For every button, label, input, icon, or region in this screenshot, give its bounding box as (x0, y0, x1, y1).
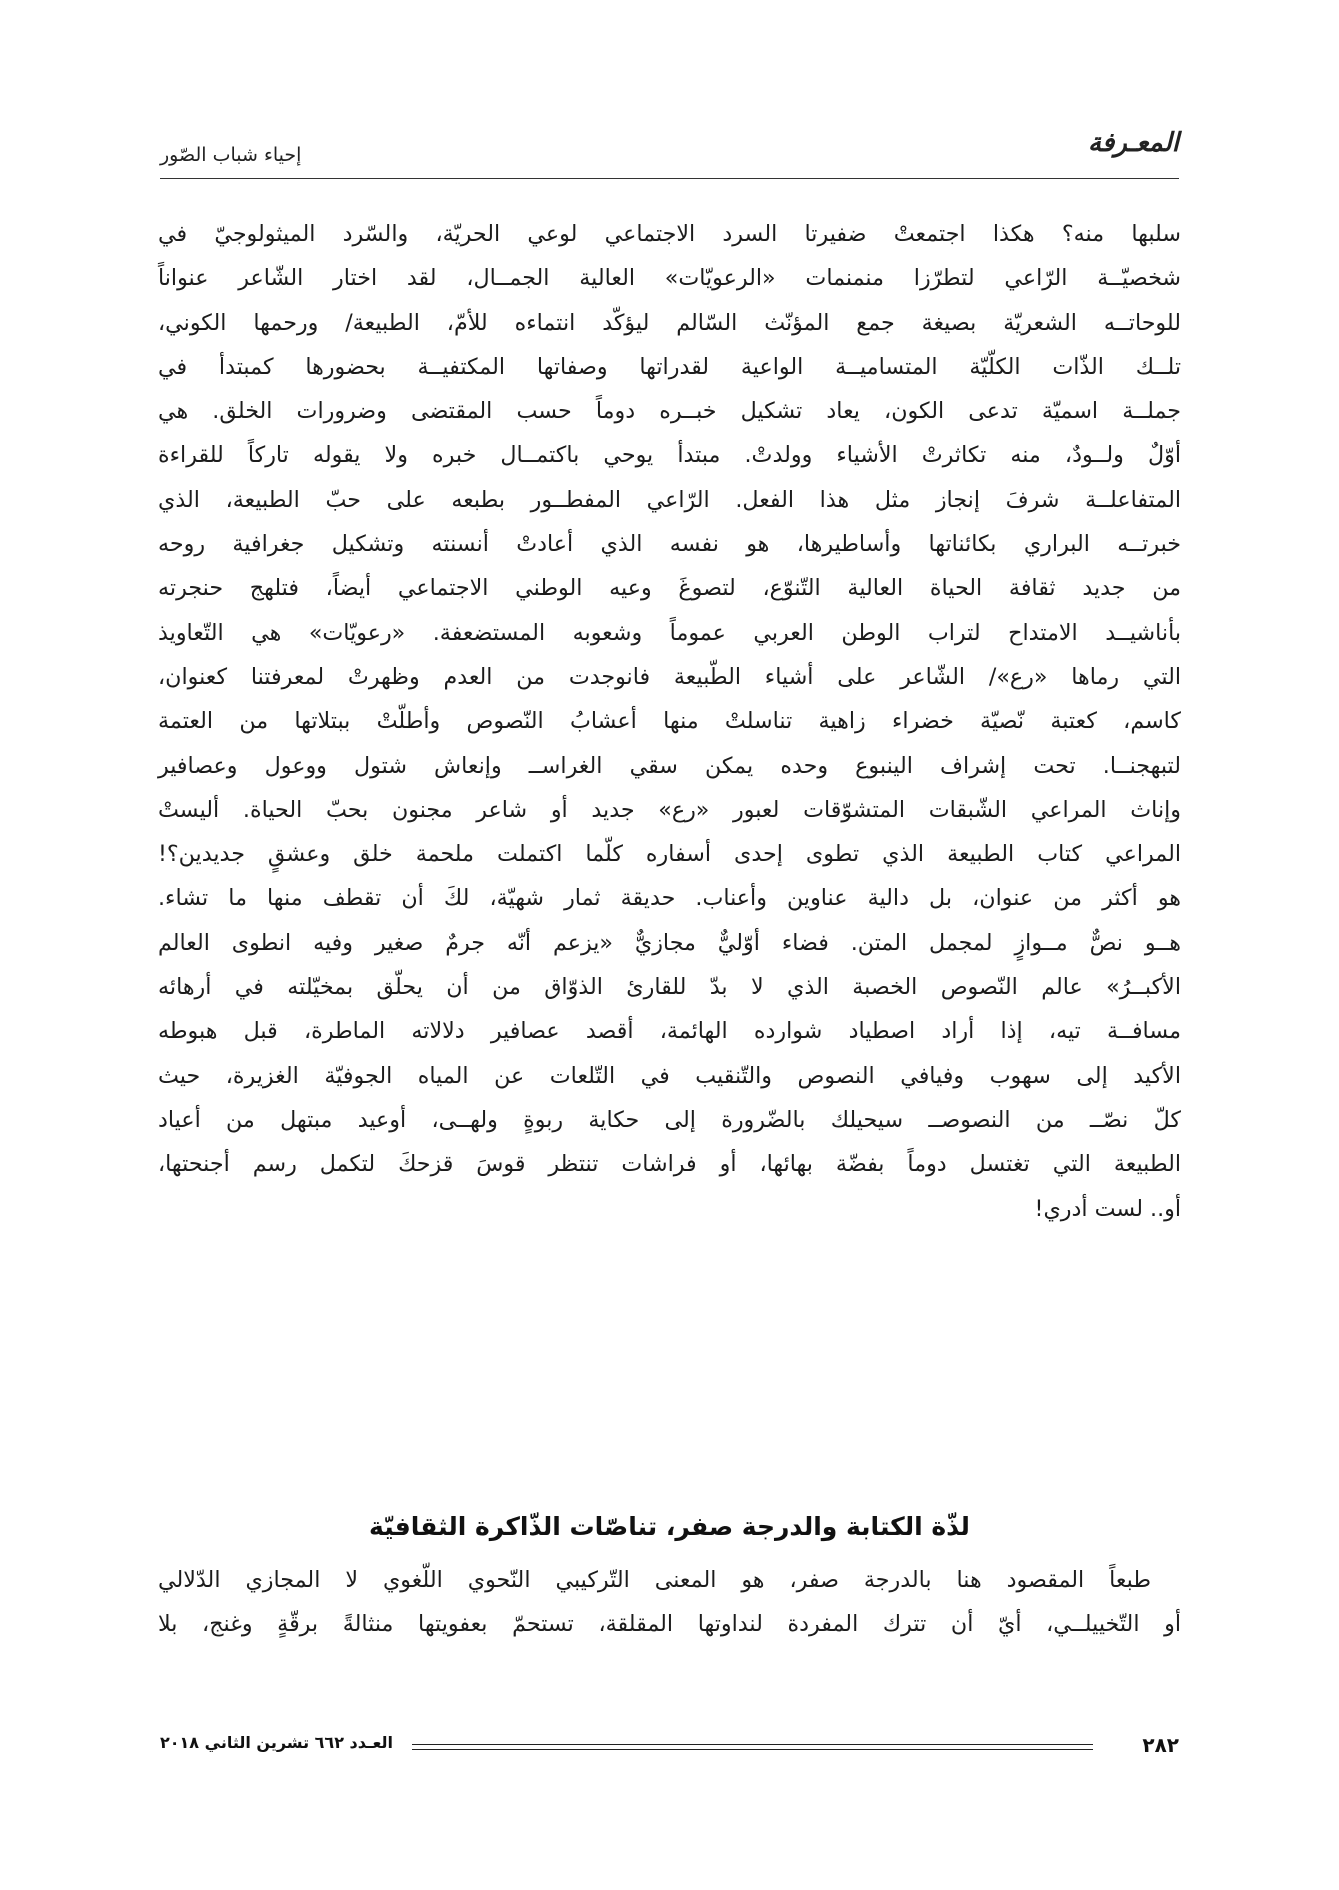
text-line: بأناشيــد الامتداح لتراب الوطن العربي عموماً وشعوبه المستضعفة. «رعويّات» هي التّعاويذ (158, 619, 1181, 646)
header-divider (160, 178, 1179, 179)
text-line: الأكبــرُ» عالم النّصوص الخصبة الذي لا بدّ للقارئ الذوّاق من أن يحلّق بمخيّلته في أرهائه (158, 974, 1181, 1001)
page-number: ٢٨٢ (1142, 1733, 1179, 1757)
text-line: أو.. لست أدري! (1034, 1195, 1181, 1222)
text-line: طبعاً المقصود هنا بالدرجة صفر، هو المعنى التّركيبي النّحوي اللّغوي لا المجازي الدّلالي (158, 1567, 1151, 1593)
footer-divider (412, 1744, 1093, 1750)
text-line: التي رماها «رع»/ الشّاعر على أشياء الطّبيعة فانوجدت من العدم وظهرتْ لمعرفتنا كعنوان، (158, 663, 1181, 690)
text-line: المراعي كتاب الطبيعة الذي تطوى إحدى أسفاره كلّما اكتملت ملحمة خلق وعشقٍ جديدين؟! (158, 841, 1181, 868)
text-line: كلّ نصّــ من النصوصــ سيحيلك بالضّرورة إلى حكاية ربوةٍ ولهــى، أوعيد مبتهل من أعياد (158, 1106, 1181, 1133)
text-line: للوحاتــه الشعريّة بصيغة جمع المؤنّث السّالم ليؤكّد انتماءه للأمّ، الطبيعة/ ورحمها الكوني، (158, 309, 1181, 336)
text-line: شخصيّــة الرّاعي لتطرّزا منمنمات «الرعويّات» العالية الجمــال، لقد اختار الشّاعر عنواناً (158, 265, 1181, 292)
section-heading: لذّة الكتابة والدرجة صفر، تناصّات الذّاكرة الثقافيّة (369, 1512, 970, 1541)
text-line: أوّلٌ ولــودٌ، منه تكاثرتْ الأشياء وولدتْ. مبتدأ يوحي باكتمــال خبره ولا يقوله تاركاً للقراءة (158, 442, 1181, 469)
text-line: لتبهجنــا. تحت إشراف الينبوع وحده يمكن سقي الغراســ وإنعاش شتول ووعول وعصافير (158, 752, 1181, 779)
text-line: كاسم، كعتبة نّصيّة خضراء زاهية تناسلتْ منها أعشابُ النّصوص وأطلّتْ ببتلاتها من العتمة (158, 708, 1181, 735)
text-line: المتفاعلــة شرفَ إنجاز مثل هذا الفعل. الرّاعي المفطــور بطبعه على حبّ الطبيعة، الذي (158, 486, 1181, 513)
text-line: سلبها منه؟ هكذا اجتمعتْ ضفيرتا السرد الاجتماعي لوعي الحريّة، والسّرد الميثولوجيّ في (158, 221, 1181, 247)
issue-info: العـدد ٦٦٢ تشرين الثاني ٢٠١٨ (160, 1733, 393, 1752)
running-header-article-title: إحياء شباب الصّور (160, 144, 302, 166)
text-line: مسافــة تيه، إذا أراد اصطياد شوارده الهائمة، أقصد عصافير دلالاته الماطرة، قبل هبوطه (158, 1018, 1181, 1045)
text-line: جملــة اسميّة تدعى الكون، يعاد تشكيل خبــره دوماً حسب المقتضى وضرورات الخلق. هي (158, 398, 1181, 425)
text-line: خبرتــه البراري بكائناتها وأساطيرها، هو نفسه الذي أعادتْ أنسنته وتشكيل جغرافية روحه (158, 531, 1181, 558)
text-line: الأكيد إلى سهوب وفيافي النصوص والتّنقيب في التّلعات عن المياه الجوفيّة الغزيرة، حيث (158, 1062, 1181, 1089)
text-line: أو التّخييلــي، أيّ أن تترك المفردة لنداوتها المقلقة، تستحمّ بعفويتها منثالةً برقّةٍ وغنج، بلا (158, 1611, 1181, 1638)
text-line: من جديد ثقافة الحياة العالية التّنوّع، لتصوغَ وعيه الوطني الاجتماعي أيضاً، فتلهج حنجرته (158, 575, 1181, 602)
journal-title: المعـرفة (1087, 128, 1179, 158)
section-paragraph (158, 1558, 1181, 1647)
text-line: هو أكثر من عنوان، بل دالية عناوين وأعناب. حديقة ثمار شهيّة، لكَ أن تقطف منها ما تشاء. (158, 885, 1181, 912)
text-line: هــو نصٌّ مــوازٍ لمجمل المتن. فضاء أوّليٌّ مجازيٌّ «يزعم أنّه جرمٌ صغير وفيه انطوى العالم (158, 929, 1181, 956)
text-line: وإناث المراعي الشّبقات المتشوّقات لعبور «رع» جديد أو شاعر مجنون بحبّ الحياة. أليستْ (158, 796, 1181, 823)
text-line: تلــك الذّات الكلّيّة المتساميــة الواعية لقدراتها وصفاتها المكتفيــة بحضورها كمبتدأ في (158, 353, 1181, 380)
text-line: الطبيعة التي تغتسل دوماً بفضّة بهائها، أو فراشات تنتظر قوسَ قزحكَ لتكمل رسم أجنحتها، (158, 1151, 1181, 1178)
body-paragraph (158, 212, 1181, 1231)
